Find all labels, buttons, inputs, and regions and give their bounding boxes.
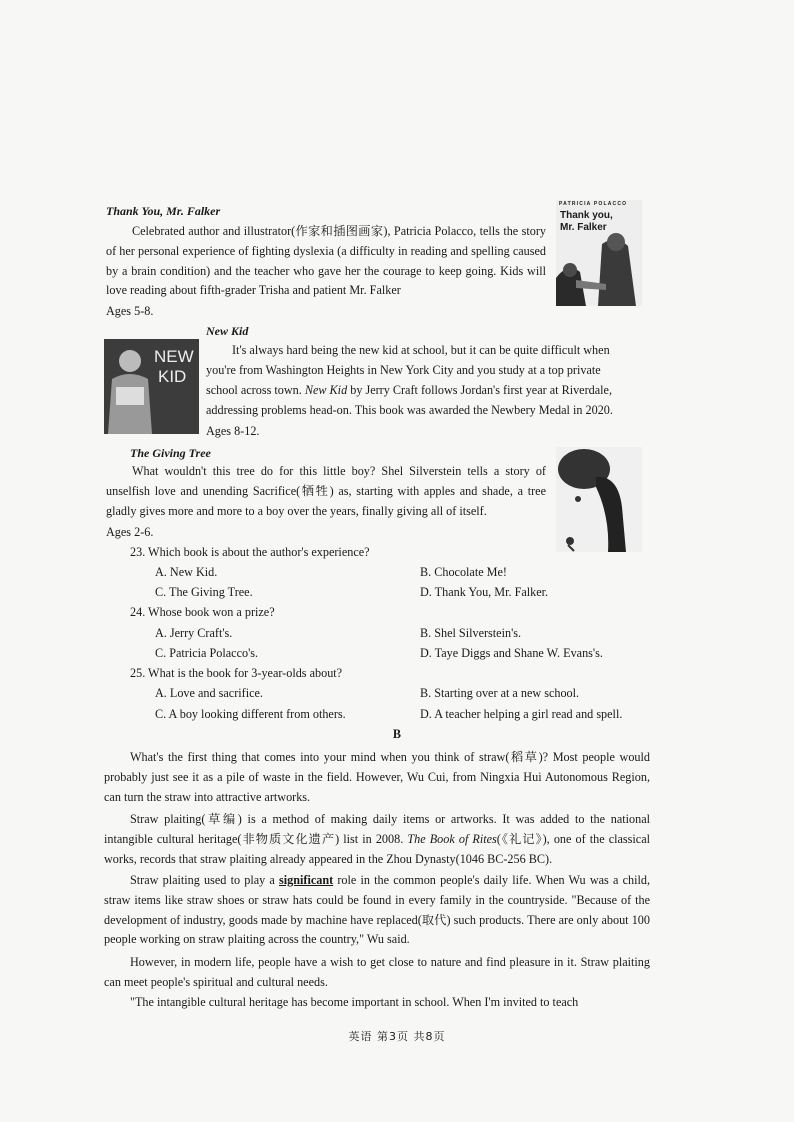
book1-cover-illustration [556,200,642,306]
section-b-paragraph-5: "The intangible cultural heritage has become important in school. When I'm invited to teach [130,995,579,1009]
q25-option-a: A. Love and sacrifice. [155,686,263,700]
page-footer: 英语 第3页 共8页 [348,1030,446,1043]
q24-option-c: C. Patricia Polacco's. [155,646,259,660]
q23-option-d: D. Thank You, Mr. Falker. [420,585,549,599]
question-25: 25. What is the book for 3-year-olds about? [130,666,343,680]
book2-line-3-start: school across town. [206,383,302,397]
p3-end: role in the common people's daily life. When Wu was a child, straw items like straw shoes or straw hats could be found in every family in the countryside. "Because of the development of industry, goods made by machine have replaced(取代) such products. There are only about 100 people working on straw plaiting across the country," Wu said. [104,873,650,947]
q23-option-b: B. Chocolate Me! [420,565,507,579]
book1-cover-title-2: Mr. Falker [560,222,607,233]
book3-cover-image [556,447,642,552]
section-b-paragraph-2 [104,810,650,869]
book2-cover-image [104,339,199,434]
p2-start: Straw plaiting(草编) is a method of making daily items or artworks. It was added to the national intangible cultural heritage(非物质文化遗产) list in 2008. [104,812,650,846]
p2-end: (《礼记》), one of the classical works, records that straw plaiting already appeared in the Zhou Dynasty(1046 BC-256 BC). [104,831,651,866]
book3-title: The Giving Tree [130,446,211,460]
book2-title: New Kid [206,324,249,338]
section-b-label: B [392,727,402,741]
book2-line-3-end: by Jerry Craft follows Jordan's first year at Riverdale, [350,383,613,397]
section-b-paragraph-4: However, in modern life, people have a wish to get close to nature and find pleasure in it. Straw plaiting can meet people's spiritual and cultural needs. [104,955,650,989]
q25-option-b: B. Starting over at a new school. [420,686,580,700]
q23-option-c: C. The Giving Tree. [155,585,253,599]
book1-text: Celebrated author and illustrator(作家和插图画家), Patricia Polacco, tells the story of her personal experience of fighting dyslexia (a difficulty in reading and spelling caused by a brain condition) and the teacher who gave her the courage to keep going. Kids will love reading about fifth-grader Trisha and patient Mr. Falker [106,224,546,298]
p3-underlined-word [279,873,333,887]
book3-cover-illustration [556,447,642,552]
book3-text: What wouldn't this tree do for this little boy? Shel Silverstein tells a story of unselfish love and unending Sacrifice(牺牲) as, starting with apples and shade, a tree gladly gives more and more to a boy over the years, finally giving all of itself. [106,464,546,518]
q24-option-a: A. Jerry Craft's. [155,626,233,640]
p2-book-title: The Book of Rites [407,831,497,846]
book2-line-2: you're from Washington Heights in New York City and you study at a top private [206,363,601,377]
q25-option-c: C. A boy looking different from others. [155,707,346,721]
book2-ages: Ages 8-12. [206,424,260,438]
section-b-paragraph-3 [104,871,650,950]
book2-cover-title-1: NEW [154,347,194,366]
q24-option-b: B. Shel Silverstein's. [420,626,522,640]
p3-underlined-word-text: significant [279,873,334,887]
book2-line-3-italic: New Kid [304,383,348,397]
book2-line-3 [206,383,612,398]
q25-option-d: D. A teacher helping a girl read and spell. [420,707,623,721]
book2-cover-illustration [104,339,199,434]
book1-cover-image [556,200,642,306]
book2-line-4: addressing problems head-on. This book was awarded the Newbery Medal in 2020. [206,403,613,417]
book1-title: Thank You, Mr. Falker [106,204,221,218]
question-24: 24. Whose book won a prize? [130,605,275,619]
p3-start: Straw plaiting used to play a [130,873,275,887]
book3-ages: Ages 2-6. [106,525,154,539]
book1-cover-title-1: Thank you, [560,210,613,221]
question-23: 23. Which book is about the author's experience? [130,545,370,559]
book2-line-1: It's always hard being the new kid at school, but it can be quite difficult when [232,343,610,357]
section-b-paragraph-1: What's the first thing that comes into your mind when you think of straw(稻草)? Most people would probably just see it as a pile of waste in the field. However, Wu Cui, from Ningxia Hui Autonomous Region, can turn the straw into attractive artworks. [104,750,650,804]
q23-option-a: A. New Kid. [155,565,218,579]
q24-option-d: D. Taye Diggs and Shane W. Evans's. [420,646,603,660]
book1-ages: Ages 5-8. [106,304,154,318]
book1-cover-author: PATRICIA POLACCO [559,201,628,207]
book2-cover-title-2: KID [158,367,187,386]
